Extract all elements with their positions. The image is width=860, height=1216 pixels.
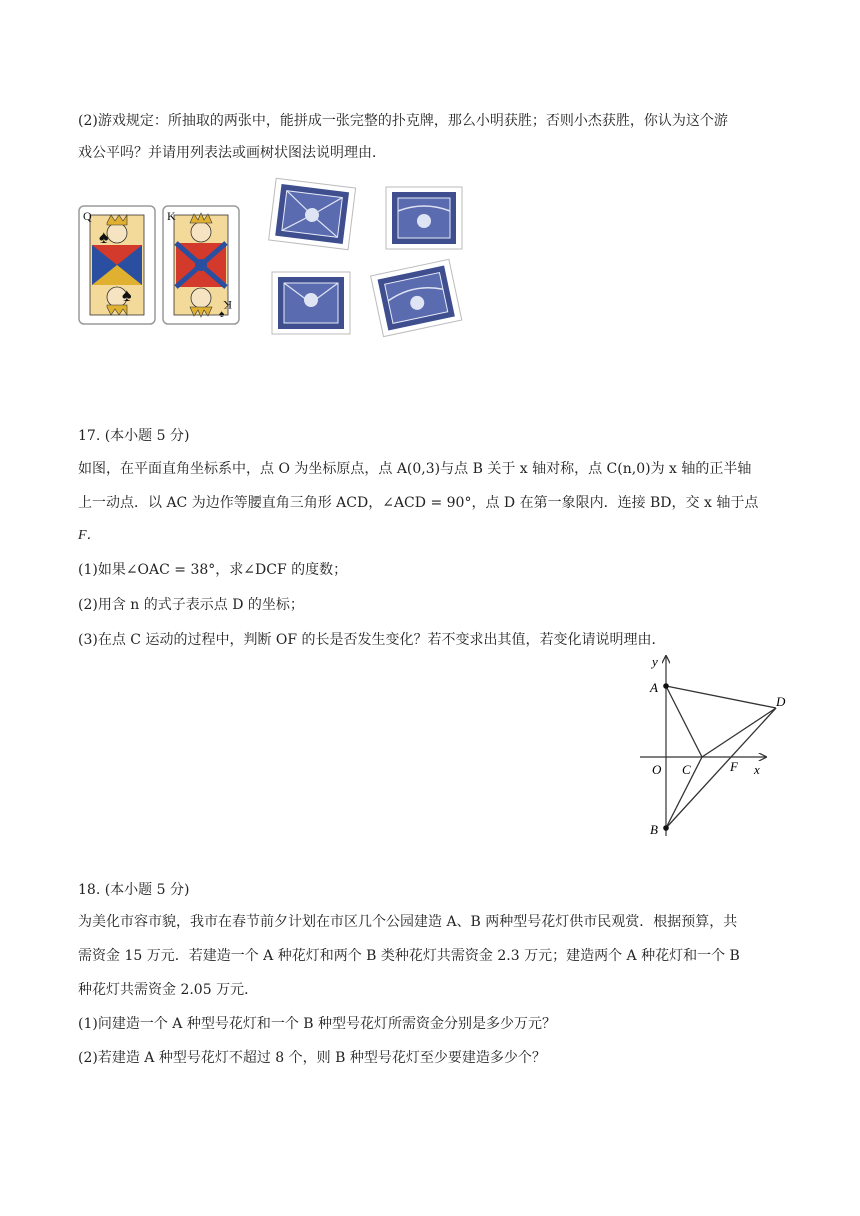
card-back-piece-1 [262,175,362,255]
q18-header: 18. (本小题 5 分) [78,882,190,898]
queen-of-spades-card [78,205,156,325]
card-rank-k: K [167,209,176,223]
spade-icon-small: ♠ [219,309,225,320]
label-x: x [754,762,760,777]
q17-paragraph-line2: 上一动点．以 AC 为边作等腰直角三角形 ACD，∠ACD = 90°，点 D 在第一象限内．连接 BD，交 x 轴于点 [78,495,759,511]
card-back-piece-2 [382,183,466,255]
q17-question-1: (1)如果∠OAC = 38°，求∠DCF 的度数； [78,562,348,578]
q18-paragraph-line2: 需资金 15 万元．若建造一个 A 种花灯和两个 B 类种花灯共需资金 2.3 万元；建造两个 A 种花灯和一个 B [78,948,740,964]
q16-part2-line2: 戏公平吗？并请用列表法或画树状图法说明理由． [78,145,386,161]
q17-paragraph-line1: 如图，在平面直角坐标系中，点 O 为坐标原点，点 A(0,3)与点 B 关于 x 轴对称，点 C(n,0)为 x 轴的正半轴 [78,461,752,477]
point-a [663,683,669,689]
q18-paragraph-line1: 为美化市容市貌，我市在春节前夕计划在市区几个公园建造 A、B 两种型号花灯供市民观赏．根据预算，共 [78,914,738,930]
card-back-piece-3 [268,268,354,340]
q18-question-2: (2)若建造 A 种型号花灯不超过 8 个，则 B 种型号花灯至少要建造多少个？ [78,1050,546,1066]
label-o: O [652,762,662,777]
q18-paragraph-line3: 种花灯共需资金 2.05 万元． [78,982,259,998]
q17-question-2: (2)用含 n 的式子表示点 D 的坐标； [78,597,304,613]
segment-ad [666,686,776,708]
label-f: F [730,759,738,774]
label-y: y [652,654,658,669]
point-b [663,825,669,831]
q17-question-3: (3)在点 C 运动的过程中，判断 OF 的长是否发生变化？若不变求出其值，若变化请说明理由． [78,632,666,648]
q18-question-1: (1)问建造一个 A 种型号花灯和一个 B 种型号花灯所需资金分别是多少万元？ [78,1016,557,1032]
card-back-piece-4 [366,255,466,340]
king-of-spades-card [162,205,240,325]
label-c: C [682,762,691,777]
spade-icon-bottom: ♠ [122,285,132,305]
q16-part2-line1: (2)游戏规定：所抽取的两张中，能拼成一张完整的扑克牌，那么小明获胜；否则小杰获胜，你认为这个游 [78,113,728,129]
q17-header: 17. (本小题 5 分) [78,428,190,444]
q17-coordinate-figure [636,650,796,842]
card-rank-k-bottom: K [223,298,232,312]
spade-icon: ♠ [99,227,109,247]
segment-ac [666,686,702,757]
label-d: D [776,694,786,709]
label-a: A [650,680,658,695]
q17-paragraph-line3: F． [78,528,101,543]
card-rank-q: Q [83,209,92,223]
label-b: B [650,822,658,837]
segment-cd [702,708,776,757]
